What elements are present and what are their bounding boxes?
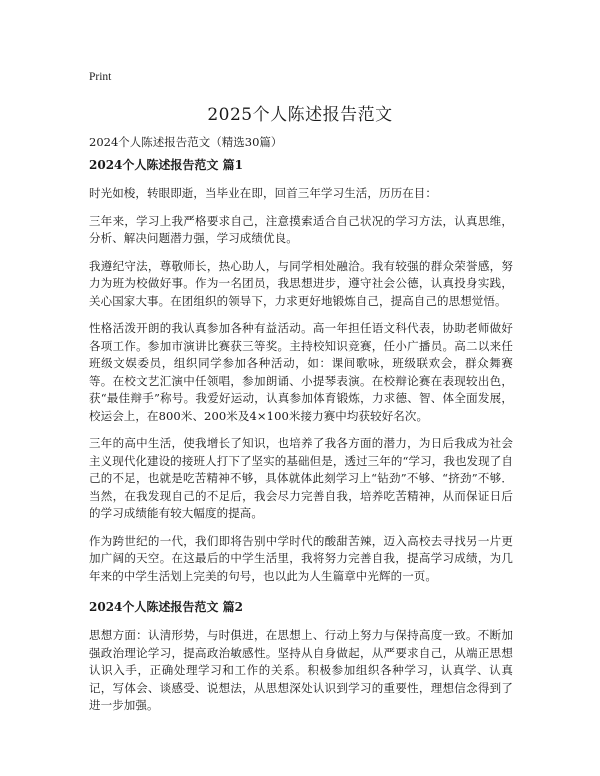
paragraph: 作为跨世纪的一代，我们即将告别中学时代的酸甜苦辣，迈入高校去寻找另一片更加广阔的天空。在这最后的中学生活里，我将努力完善自我，提高学习成绩，为几年来的中学生活划上完美的句号，也以此为人生篇章中光辉的一页。: [89, 533, 513, 583]
print-link[interactable]: Print: [89, 71, 112, 83]
paragraph: 三年来，学习上我严格要求自己，注意摸索适合自己状况的学习方法，认真思维，分析、解决问题潜力强，学习成绩优良。: [89, 213, 513, 245]
paragraph: 时光如梭，转眼即逝，当毕业在即，回首三年学习生活，历历在目：: [89, 186, 437, 200]
document-title: 2025个人陈述报告范文: [207, 105, 393, 125]
paragraph: 三年的高中生活，使我增长了知识，也培养了我各方面的潜力，为日后我成为社会主义现代化建设的接班人打下了坚实的基础但是，透过三年的“学习，我也发现了自己的不足，也就是吃苦精神不够，具体就体此刻学习上“钻劲”不够、“挤劲”不够．当然，在我发现自己的不足后，我会尽力完善自我，培养吃苦精神，从而保证日后的学习成绩能有较大幅度的提高。: [89, 436, 513, 520]
section-heading: 2024个人陈述报告范文 篇2: [89, 600, 243, 614]
paragraph: 性格活泼开朗的我认真参加各种有益活动。高一年担任语文科代表，协助老师做好各项工作。参加市演讲比赛获三等奖。主持校知识竞赛，任小广播员。高二以来任班级文娱委员，组织同学参加各种活动，如：课间歌咏，班级联欢会，群众舞赛等。在校文艺汇演中任领唱，参加朗诵、小提琴表演。在校辩论赛在表现较出色，获“最佳辩手”称号。我爱好运动，认真参加体育锻炼，力求德、智、体全面发展，校运会上，在800米、200米及4×100米接力赛中均获较好名次。: [89, 321, 513, 423]
document-subtitle: 2024个人陈述报告范文（精选30篇）: [89, 135, 283, 149]
paragraph: 思想方面：认清形势，与时俱进，在思想上、行动上努力与保持高度一致。不断加强政治理论学习，提高政治敏感性。坚持从自身做起，从严要求自己，从端正思想认识入手，正确处理学习和工作的关系。积极参加组织各种学习，认真学、认真记，写体会、谈感受、说想法，从思想深处认识到学习的重要性，理想信念得到了进一步加强。: [89, 628, 513, 712]
document-body: [89, 155, 513, 725]
paragraph: 我遵纪守法，尊敬师长，热心助人，与同学相处融洽。我有较强的群众荣誉感，努力为班为校做好事。作为一名团员，我思想进步，遵守社会公德，认真投身实践，关心国家大事。在团组织的领导下，力求更好地锻炼自己，提高自己的思想觉悟。: [89, 258, 513, 308]
section-heading: 2024个人陈述报告范文 篇1: [89, 158, 243, 172]
